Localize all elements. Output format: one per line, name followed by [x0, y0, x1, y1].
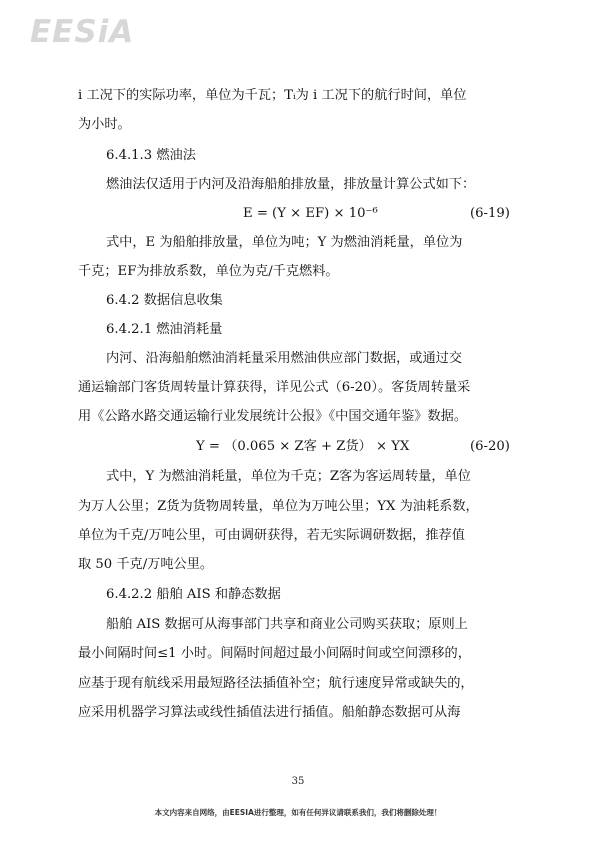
body-line: 内河、沿海船舶燃油消耗量采用燃油供应部门数据，或通过交 — [106, 351, 463, 366]
section-heading: 6.4.2 数据信息收集 — [106, 293, 223, 308]
body-line: 最小间隔时间≤1 小时。间隔时间超过最小间隔时间或空间漂移的， — [78, 646, 471, 661]
formula-6-20: Y = （0.065 × Z客 + Z货） × YX — [196, 439, 410, 454]
section-heading: 6.4.1.3 燃油法 — [106, 148, 196, 163]
body-line: 取 50 千克/万吨公里。 — [78, 557, 214, 572]
body-line: 船舶 AIS 数据可从海事部门共享和商业公司购买获取；原则上 — [106, 617, 468, 632]
equation-number: (6-19) — [470, 206, 510, 221]
body-line: 为万人公里；Z货为货物周转量，单位为万吨公里；YX 为油耗系数， — [78, 499, 479, 514]
body-line: 应基于现有航线采用最短路径法插值补空；航行速度异常或缺失的， — [78, 676, 474, 691]
formula-6-19: E = (Y × EF) × 10⁻⁶ — [243, 206, 378, 221]
body-line: 千克；EF为排放系数，单位为克/千克燃料。 — [78, 264, 339, 279]
equation-number: (6-20) — [470, 439, 510, 454]
eesia-logo: EESiA — [30, 14, 135, 50]
body-line: 燃油法仅适用于内河及沿海船舶排放量，排放量计算公式如下： — [106, 177, 476, 192]
body-line: 式中，Y 为燃油消耗量，单位为千克；Z客为客运周转量，单位 — [106, 469, 471, 484]
footer-disclaimer: 本文内容来自网络，由EESIA进行整理，如有任何异议请联系我们，我们将删除处理！ — [154, 808, 442, 817]
section-heading: 6.4.2.1 燃油消耗量 — [106, 322, 223, 337]
body-line: 通运输部门客货周转量计算获得，详见公式（6-20）。客货周转量采 — [78, 380, 471, 395]
section-heading: 6.4.2.2 船舶 AIS 和静态数据 — [106, 587, 281, 602]
body-line: 式中，E 为船舶排放量，单位为吨；Y 为燃油消耗量，单位为 — [106, 235, 463, 250]
body-line: 单位为千克/万吨公里，可由调研获得，若无实际调研数据，推荐值 — [78, 528, 465, 543]
body-line: 用《公路水路交通运输行业发展统计公报》《中国交通年鉴》数据。 — [78, 409, 468, 424]
body-line: i 工况下的实际功率，单位为千瓦；Tᵢ为 i 工况下的航行时间，单位 — [78, 88, 467, 103]
body-line: 为小时。 — [78, 117, 131, 132]
body-line: 应采用机器学习算法或线性插值法进行插值。船舶静态数据可从海 — [78, 705, 461, 720]
page-number: 35 — [291, 776, 305, 787]
